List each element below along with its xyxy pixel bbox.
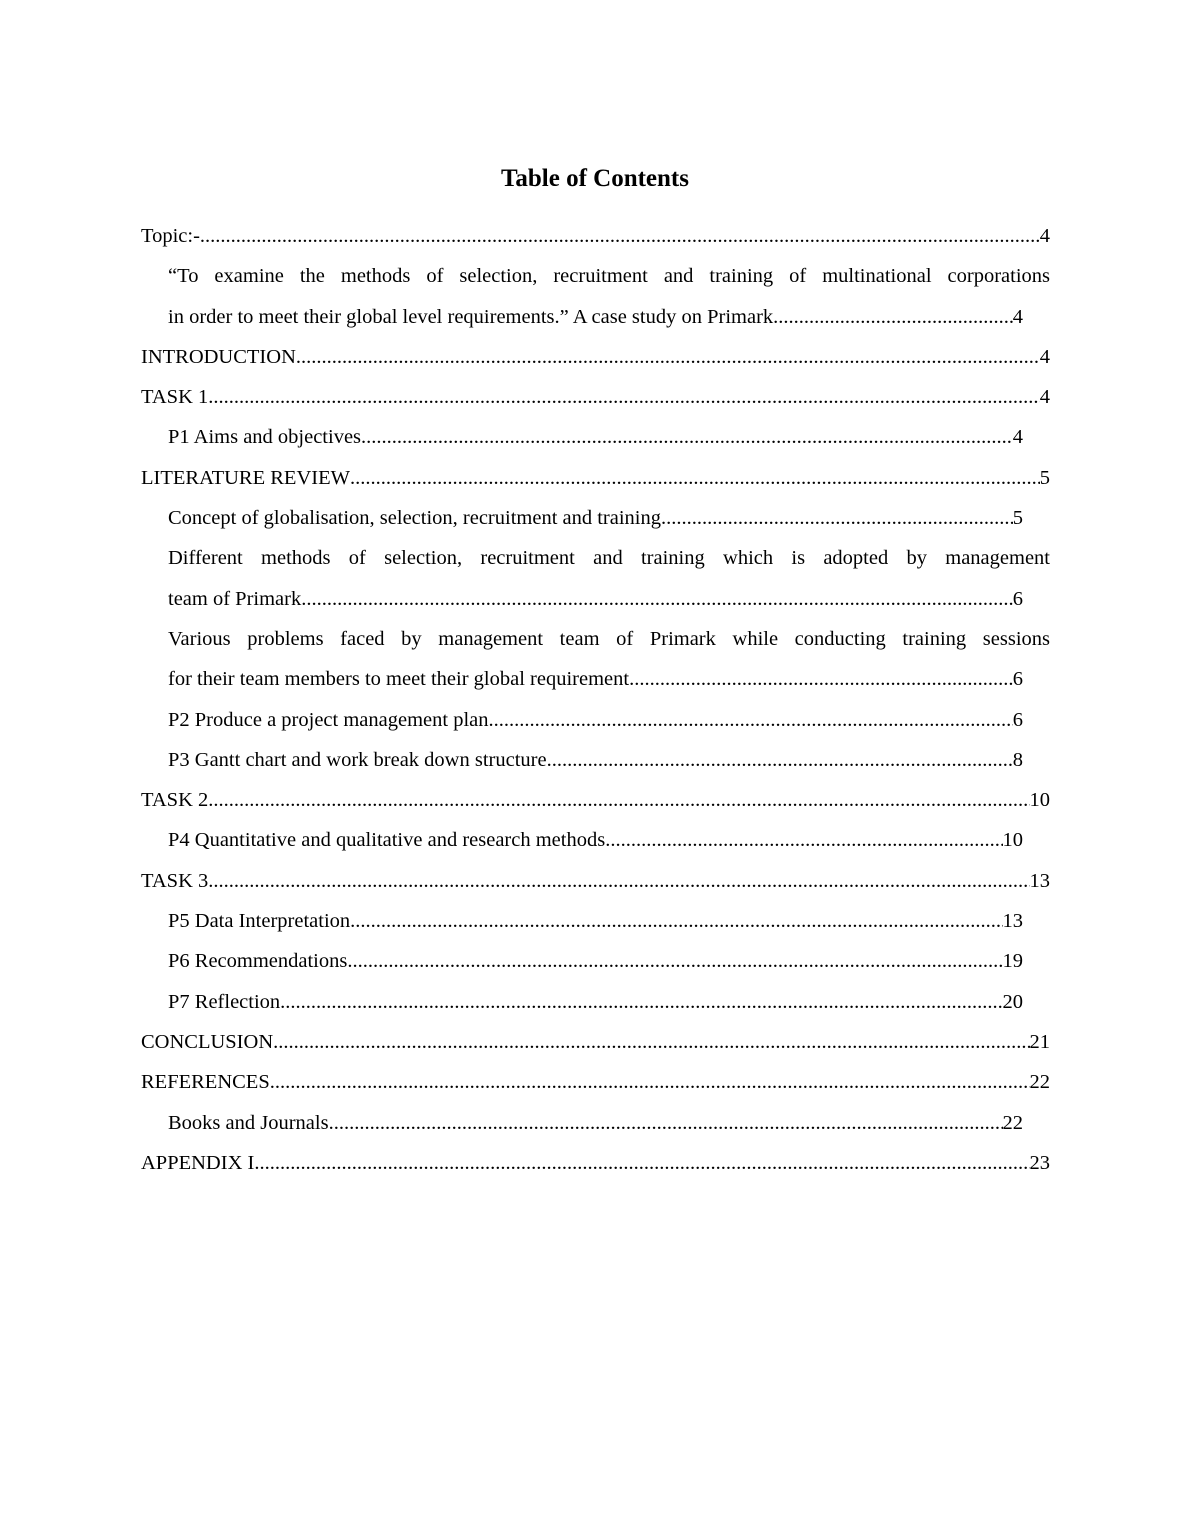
dot-leader (329, 1103, 1003, 1143)
toc-entry-label-line1: Various problems faced by management team of Primark while conducting training sessions (168, 627, 1050, 650)
dot-leader (605, 820, 1002, 860)
toc-page-number: 13 (1002, 910, 1023, 933)
toc-entry-label-line1: “To examine the methods of selection, recruitment and training of multinational corporations (168, 265, 1050, 288)
toc-page-number: 6 (1012, 587, 1023, 610)
toc-entry-p5[interactable] (168, 901, 1023, 941)
toc-entry-label: APPENDIX I (141, 1151, 255, 1174)
dot-leader (270, 1062, 1030, 1102)
dot-leader (361, 417, 1013, 457)
dot-leader (661, 498, 1013, 538)
page-title: Table of Contents (501, 165, 689, 192)
toc-entry-various-problems[interactable] (168, 619, 1050, 700)
toc-entry-label: P6 Recommendations (168, 950, 348, 973)
toc-page-number: 4 (1012, 305, 1023, 328)
dot-leader (208, 780, 1029, 820)
toc-page-number: 20 (1002, 990, 1023, 1013)
toc-page-number: 10 (1002, 829, 1023, 852)
dot-leader (273, 1022, 1029, 1062)
toc-entry-label: Concept of globalisation, selection, recruitment and training (168, 507, 662, 530)
toc-page-number: 6 (1012, 708, 1023, 731)
toc-page-number: 5 (1012, 507, 1023, 530)
toc-page-number: 10 (1029, 789, 1050, 812)
toc-entry-task-1[interactable] (141, 377, 1050, 417)
toc-page-number: 13 (1029, 869, 1050, 892)
toc-entry-label: INTRODUCTION (141, 345, 296, 368)
toc-page-number: 23 (1029, 1151, 1050, 1174)
toc-entry-p1[interactable] (168, 417, 1023, 457)
toc-entry-concept-globalisation[interactable] (168, 498, 1023, 538)
toc-page-number: 4 (1039, 345, 1050, 368)
dot-leader (208, 377, 1039, 417)
toc-entry-label: P7 Reflection (168, 990, 281, 1013)
toc-page-number: 4 (1039, 225, 1050, 247)
dot-leader (200, 216, 1040, 256)
dot-leader (547, 740, 1013, 780)
toc-entry-literature-review[interactable] (141, 458, 1050, 498)
toc-entry-task-3[interactable] (141, 861, 1050, 901)
toc-entry-label: TASK 1 (141, 386, 209, 409)
toc-entry-introduction[interactable] (141, 337, 1050, 377)
toc-entry-topic[interactable] (141, 216, 1050, 256)
dot-leader (347, 941, 1002, 981)
dot-leader (350, 901, 1002, 941)
dot-leader (629, 659, 1013, 699)
toc-entry-label: P4 Quantitative and qualitative and research methods (168, 829, 606, 852)
toc-entry-label: Topic:- (141, 225, 200, 247)
dot-leader (489, 700, 1013, 740)
toc-page-number: 22 (1029, 1071, 1050, 1094)
toc-entry-references[interactable] (141, 1062, 1050, 1102)
toc-entry-different-methods[interactable] (168, 538, 1050, 619)
toc-entry-task-2[interactable] (141, 780, 1050, 820)
dot-leader (301, 579, 1013, 619)
toc-entry-label: P5 Data Interpretation (168, 910, 351, 933)
toc-entry-p4[interactable] (168, 820, 1023, 860)
dot-leader (773, 297, 1013, 337)
toc-entry-p7[interactable] (168, 982, 1023, 1022)
toc-entry-label: CONCLUSION (141, 1030, 274, 1053)
toc-page-number: 5 (1039, 466, 1050, 489)
toc-entry-label: REFERENCES (141, 1071, 270, 1094)
toc-entry-p3[interactable] (168, 740, 1023, 780)
toc-entry-books-journals[interactable] (168, 1103, 1023, 1143)
toc-entry-label-line1: Different methods of selection, recruitment and training which is adopted by management (168, 547, 1050, 570)
toc-entry-label: LITERATURE REVIEW (141, 466, 350, 489)
toc-entry-label: in order to meet their global level requirements.” A case study on Primark (168, 305, 774, 328)
toc-entry-p6[interactable] (168, 941, 1023, 981)
dot-leader (280, 982, 1002, 1022)
dot-leader (350, 458, 1040, 498)
toc-entry-label: Books and Journals (168, 1111, 329, 1134)
toc-page-number: 4 (1012, 426, 1023, 449)
toc-page-number: 21 (1029, 1030, 1050, 1053)
toc-page-number: 8 (1012, 748, 1023, 771)
toc-entry-label: team of Primark (168, 587, 302, 610)
toc-entry-label: TASK 3 (141, 869, 209, 892)
dot-leader (296, 337, 1040, 377)
toc-page-number: 19 (1002, 950, 1023, 973)
dot-leader (208, 861, 1029, 901)
toc-entry-study-title[interactable] (168, 256, 1050, 337)
toc-entry-conclusion[interactable] (141, 1022, 1050, 1062)
toc-entry-label: P2 Produce a project management plan (168, 708, 489, 731)
toc-entry-label: TASK 2 (141, 789, 209, 812)
toc-entry-appendix-i[interactable] (141, 1143, 1050, 1183)
table-of-contents (141, 216, 1050, 1183)
toc-entry-label: P1 Aims and objectives (168, 426, 362, 449)
toc-entry-label: for their team members to meet their global requirement (168, 668, 630, 691)
toc-entry-p2[interactable] (168, 700, 1023, 740)
dot-leader (254, 1143, 1029, 1183)
toc-entry-label: P3 Gantt chart and work break down structure (168, 748, 547, 771)
toc-page-number: 4 (1039, 386, 1050, 409)
toc-page-number: 6 (1012, 668, 1023, 691)
toc-page-number: 22 (1002, 1111, 1023, 1134)
